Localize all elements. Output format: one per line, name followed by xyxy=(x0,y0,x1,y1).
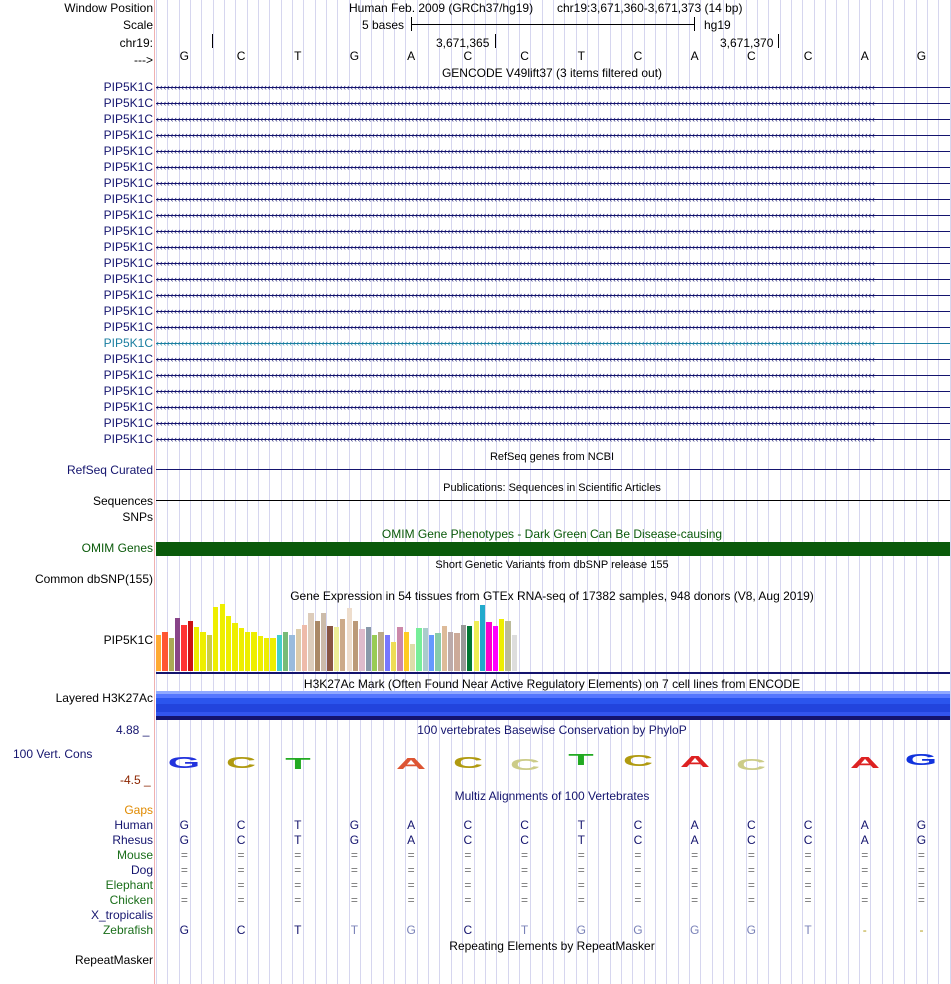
omim-gene-bar[interactable] xyxy=(156,542,950,556)
conservation-logo-glyph: C xyxy=(452,755,483,772)
gtex-tissue-bar[interactable] xyxy=(289,635,294,671)
gtex-tissue-bar[interactable] xyxy=(448,632,453,671)
gencode-transcript-label[interactable]: PIP5K1C xyxy=(103,96,153,110)
multiz-base: G xyxy=(179,923,190,937)
multiz-base: = xyxy=(237,893,245,907)
multiz-base: = xyxy=(861,893,869,907)
multiz-base: C xyxy=(520,833,529,847)
strand-arrows: ‹‹‹‹‹‹‹‹‹‹‹‹‹‹‹‹‹‹‹‹‹‹‹‹‹‹‹‹‹‹‹‹‹‹‹‹‹‹‹‹‹‹‹‹‹‹‹‹‹‹‹‹‹‹‹‹‹‹‹‹‹‹‹‹‹‹‹‹‹‹‹‹‹‹‹‹‹‹‹‹‹‹‹‹‹‹‹‹‹‹‹‹‹‹‹‹‹‹‹‹‹‹‹‹‹‹‹‹‹‹‹‹‹‹‹‹‹‹‹‹‹‹‹‹‹‹‹‹‹‹‹‹‹‹‹‹‹‹‹‹‹‹‹‹‹‹‹‹‹‹‹‹‹‹‹‹‹‹‹‹‹‹‹‹‹‹‹‹‹‹‹‹‹‹‹‹‹‹‹‹‹‹‹‹‹‹‹‹‹‹‹‹‹‹‹‹‹‹‹‹ xyxy=(156,418,876,428)
strand-arrows: ‹‹‹‹‹‹‹‹‹‹‹‹‹‹‹‹‹‹‹‹‹‹‹‹‹‹‹‹‹‹‹‹‹‹‹‹‹‹‹‹‹‹‹‹‹‹‹‹‹‹‹‹‹‹‹‹‹‹‹‹‹‹‹‹‹‹‹‹‹‹‹‹‹‹‹‹‹‹‹‹‹‹‹‹‹‹‹‹‹‹‹‹‹‹‹‹‹‹‹‹‹‹‹‹‹‹‹‹‹‹‹‹‹‹‹‹‹‹‹‹‹‹‹‹‹‹‹‹‹‹‹‹‹‹‹‹‹‹‹‹‹‹‹‹‹‹‹‹‹‹‹‹‹‹‹‹‹‹‹‹‹‹‹‹‹‹‹‹‹‹‹‹‹‹‹‹‹‹‹‹‹‹‹‹‹‹‹‹‹‹‹‹‹‹‹‹‹‹‹‹ xyxy=(156,402,876,412)
gtex-tissue-bar[interactable] xyxy=(454,633,459,671)
gtex-tissue-bar[interactable] xyxy=(194,627,199,671)
multiz-base: T xyxy=(577,833,585,847)
gtex-tissue-bar[interactable] xyxy=(499,619,504,671)
db-label: hg19 xyxy=(704,18,731,32)
gtex-tissue-bar[interactable] xyxy=(169,638,174,671)
publications-line[interactable] xyxy=(156,500,950,501)
strand-arrows: ‹‹‹‹‹‹‹‹‹‹‹‹‹‹‹‹‹‹‹‹‹‹‹‹‹‹‹‹‹‹‹‹‹‹‹‹‹‹‹‹‹‹‹‹‹‹‹‹‹‹‹‹‹‹‹‹‹‹‹‹‹‹‹‹‹‹‹‹‹‹‹‹‹‹‹‹‹‹‹‹‹‹‹‹‹‹‹‹‹‹‹‹‹‹‹‹‹‹‹‹‹‹‹‹‹‹‹‹‹‹‹‹‹‹‹‹‹‹‹‹‹‹‹‹‹‹‹‹‹‹‹‹‹‹‹‹‹‹‹‹‹‹‹‹‹‹‹‹‹‹‹‹‹‹‹‹‹‹‹‹‹‹‹‹‹‹‹‹‹‹‹‹‹‹‹‹‹‹‹‹‹‹‹‹‹‹‹‹‹‹‹‹‹‹‹‹‹‹‹‹ xyxy=(156,114,876,124)
multiz-base: C xyxy=(803,818,813,832)
gtex-tissue-bar[interactable] xyxy=(467,626,472,671)
multiz-base: G xyxy=(349,833,360,847)
multiz-base: = xyxy=(861,863,869,877)
gencode-transcript-label[interactable]: PIP5K1C xyxy=(103,304,153,318)
gencode-transcript-label[interactable]: PIP5K1C xyxy=(103,160,153,174)
multiz-base: = xyxy=(691,848,699,862)
gencode-transcript-label[interactable]: PIP5K1C xyxy=(103,224,153,238)
gtex-tissue-bar[interactable] xyxy=(404,632,409,671)
base-letter: T xyxy=(577,49,585,63)
gtex-tissue-bar[interactable] xyxy=(493,626,498,671)
gtex-tissue-bar[interactable] xyxy=(213,607,218,671)
gtex-tissue-bar[interactable] xyxy=(181,625,186,671)
multiz-base: = xyxy=(521,848,529,862)
base-letter: G xyxy=(349,49,360,63)
multiz-base: = xyxy=(577,878,585,892)
multiz-base: G xyxy=(916,833,927,847)
repeatmasker-title: Repeating Elements by RepeatMasker xyxy=(449,939,655,953)
multiz-base: A xyxy=(860,818,869,832)
multiz-base: = xyxy=(237,848,245,862)
strand-arrows: ‹‹‹‹‹‹‹‹‹‹‹‹‹‹‹‹‹‹‹‹‹‹‹‹‹‹‹‹‹‹‹‹‹‹‹‹‹‹‹‹‹‹‹‹‹‹‹‹‹‹‹‹‹‹‹‹‹‹‹‹‹‹‹‹‹‹‹‹‹‹‹‹‹‹‹‹‹‹‹‹‹‹‹‹‹‹‹‹‹‹‹‹‹‹‹‹‹‹‹‹‹‹‹‹‹‹‹‹‹‹‹‹‹‹‹‹‹‹‹‹‹‹‹‹‹‹‹‹‹‹‹‹‹‹‹‹‹‹‹‹‹‹‹‹‹‹‹‹‹‹‹‹‹‹‹‹‹‹‹‹‹‹‹‹‹‹‹‹‹‹‹‹‹‹‹‹‹‹‹‹‹‹‹‹‹‹‹‹‹‹‹‹‹‹‹‹‹‹‹‹ xyxy=(156,386,876,396)
gencode-transcript-label[interactable]: PIP5K1C xyxy=(103,416,153,430)
gtex-tissue-bar[interactable] xyxy=(270,638,275,671)
gencode-transcript-label[interactable]: PIP5K1C xyxy=(103,144,153,158)
gtex-tissue-bar[interactable] xyxy=(156,635,161,671)
gtex-tissue-bar[interactable] xyxy=(277,635,282,671)
h3k27ac-title: H3K27Ac Mark (Often Found Near Active Regulatory Elements) on 7 cell lines from ENCODE xyxy=(303,677,801,691)
base-letter: C xyxy=(520,49,529,63)
multiz-base: = xyxy=(804,863,812,877)
gtex-tissue-bar[interactable] xyxy=(321,613,326,671)
h3k27ac-layer xyxy=(156,716,950,720)
gtex-tissue-bar[interactable] xyxy=(175,618,180,671)
strand-arrows: ‹‹‹‹‹‹‹‹‹‹‹‹‹‹‹‹‹‹‹‹‹‹‹‹‹‹‹‹‹‹‹‹‹‹‹‹‹‹‹‹‹‹‹‹‹‹‹‹‹‹‹‹‹‹‹‹‹‹‹‹‹‹‹‹‹‹‹‹‹‹‹‹‹‹‹‹‹‹‹‹‹‹‹‹‹‹‹‹‹‹‹‹‹‹‹‹‹‹‹‹‹‹‹‹‹‹‹‹‹‹‹‹‹‹‹‹‹‹‹‹‹‹‹‹‹‹‹‹‹‹‹‹‹‹‹‹‹‹‹‹‹‹‹‹‹‹‹‹‹‹‹‹‹‹‹‹‹‹‹‹‹‹‹‹‹‹‹‹‹‹‹‹‹‹‹‹‹‹‹‹‹‹‹‹‹‹‹‹‹‹‹‹‹‹‹‹‹‹‹‹ xyxy=(156,338,876,348)
gencode-transcript-label[interactable]: PIP5K1C xyxy=(103,368,153,382)
gtex-tissue-bar[interactable] xyxy=(207,635,212,671)
conservation-logo-glyph: C xyxy=(509,757,540,774)
strand-arrows: ‹‹‹‹‹‹‹‹‹‹‹‹‹‹‹‹‹‹‹‹‹‹‹‹‹‹‹‹‹‹‹‹‹‹‹‹‹‹‹‹‹‹‹‹‹‹‹‹‹‹‹‹‹‹‹‹‹‹‹‹‹‹‹‹‹‹‹‹‹‹‹‹‹‹‹‹‹‹‹‹‹‹‹‹‹‹‹‹‹‹‹‹‹‹‹‹‹‹‹‹‹‹‹‹‹‹‹‹‹‹‹‹‹‹‹‹‹‹‹‹‹‹‹‹‹‹‹‹‹‹‹‹‹‹‹‹‹‹‹‹‹‹‹‹‹‹‹‹‹‹‹‹‹‹‹‹‹‹‹‹‹‹‹‹‹‹‹‹‹‹‹‹‹‹‹‹‹‹‹‹‹‹‹‹‹‹‹‹‹‹‹‹‹‹‹‹‹‹‹‹ xyxy=(156,146,876,156)
gencode-transcript-label[interactable]: PIP5K1C xyxy=(103,192,153,206)
gtex-bar-chart[interactable] xyxy=(156,603,536,671)
multiz-base: = xyxy=(861,848,869,862)
gtex-tissue-bar[interactable] xyxy=(340,619,345,671)
gaps-label[interactable]: Gaps xyxy=(124,803,153,817)
strand-arrows: ‹‹‹‹‹‹‹‹‹‹‹‹‹‹‹‹‹‹‹‹‹‹‹‹‹‹‹‹‹‹‹‹‹‹‹‹‹‹‹‹‹‹‹‹‹‹‹‹‹‹‹‹‹‹‹‹‹‹‹‹‹‹‹‹‹‹‹‹‹‹‹‹‹‹‹‹‹‹‹‹‹‹‹‹‹‹‹‹‹‹‹‹‹‹‹‹‹‹‹‹‹‹‹‹‹‹‹‹‹‹‹‹‹‹‹‹‹‹‹‹‹‹‹‹‹‹‹‹‹‹‹‹‹‹‹‹‹‹‹‹‹‹‹‹‹‹‹‹‹‹‹‹‹‹‹‹‹‹‹‹‹‹‹‹‹‹‹‹‹‹‹‹‹‹‹‹‹‹‹‹‹‹‹‹‹‹‹‹‹‹‹‹‹‹‹‹‹‹‹‹ xyxy=(156,370,876,380)
conservation-logo-glyph: T xyxy=(568,752,594,769)
repeatmasker-label[interactable]: RepeatMasker xyxy=(74,953,153,967)
gtex-tissue-bar[interactable] xyxy=(347,608,352,671)
multiz-base: G xyxy=(916,818,927,832)
gtex-tissue-bar[interactable] xyxy=(308,613,313,671)
multiz-base: G xyxy=(406,923,416,937)
h3k27ac-layer xyxy=(156,704,950,712)
gtex-tissue-bar[interactable] xyxy=(315,621,320,671)
ruler-tick-label-2: 3,671,370 xyxy=(720,36,774,50)
strand-arrows: ‹‹‹‹‹‹‹‹‹‹‹‹‹‹‹‹‹‹‹‹‹‹‹‹‹‹‹‹‹‹‹‹‹‹‹‹‹‹‹‹‹‹‹‹‹‹‹‹‹‹‹‹‹‹‹‹‹‹‹‹‹‹‹‹‹‹‹‹‹‹‹‹‹‹‹‹‹‹‹‹‹‹‹‹‹‹‹‹‹‹‹‹‹‹‹‹‹‹‹‹‹‹‹‹‹‹‹‹‹‹‹‹‹‹‹‹‹‹‹‹‹‹‹‹‹‹‹‹‹‹‹‹‹‹‹‹‹‹‹‹‹‹‹‹‹‹‹‹‹‹‹‹‹‹‹‹‹‹‹‹‹‹‹‹‹‹‹‹‹‹‹‹‹‹‹‹‹‹‹‹‹‹‹‹‹‹‹‹‹‹‹‹‹‹‹‹‹‹‹‹ xyxy=(156,306,876,316)
assembly-title: Human Feb. 2009 (GRCh37/hg19) xyxy=(349,1,534,15)
gtex-baseline xyxy=(156,672,950,674)
strand-arrows: ‹‹‹‹‹‹‹‹‹‹‹‹‹‹‹‹‹‹‹‹‹‹‹‹‹‹‹‹‹‹‹‹‹‹‹‹‹‹‹‹‹‹‹‹‹‹‹‹‹‹‹‹‹‹‹‹‹‹‹‹‹‹‹‹‹‹‹‹‹‹‹‹‹‹‹‹‹‹‹‹‹‹‹‹‹‹‹‹‹‹‹‹‹‹‹‹‹‹‹‹‹‹‹‹‹‹‹‹‹‹‹‹‹‹‹‹‹‹‹‹‹‹‹‹‹‹‹‹‹‹‹‹‹‹‹‹‹‹‹‹‹‹‹‹‹‹‹‹‹‹‹‹‹‹‹‹‹‹‹‹‹‹‹‹‹‹‹‹‹‹‹‹‹‹‹‹‹‹‹‹‹‹‹‹‹‹‹‹‹‹‹‹‹‹‹‹‹‹‹‹ xyxy=(156,322,876,332)
multiz-base: - xyxy=(919,923,924,937)
gtex-tissue-bar[interactable] xyxy=(162,632,167,671)
multiz-base: = xyxy=(294,893,302,907)
gencode-transcript-label[interactable]: PIP5K1C xyxy=(103,208,153,222)
multiz-base: A xyxy=(407,833,416,847)
publications-title: Publications: Sequences in Scientific Articles xyxy=(443,482,661,494)
gtex-tissue-bar[interactable] xyxy=(188,621,193,671)
gtex-tissue-bar[interactable] xyxy=(410,644,415,671)
gencode-transcript-label[interactable]: PIP5K1C xyxy=(103,288,153,302)
gtex-tissue-bar[interactable] xyxy=(505,621,510,671)
multiz-base: C xyxy=(633,833,643,847)
conservation-logo-glyph: C xyxy=(736,757,767,774)
multiz-base: G xyxy=(179,818,190,832)
gtex-tissue-bar[interactable] xyxy=(378,632,383,671)
strand-arrows: ‹‹‹‹‹‹‹‹‹‹‹‹‹‹‹‹‹‹‹‹‹‹‹‹‹‹‹‹‹‹‹‹‹‹‹‹‹‹‹‹‹‹‹‹‹‹‹‹‹‹‹‹‹‹‹‹‹‹‹‹‹‹‹‹‹‹‹‹‹‹‹‹‹‹‹‹‹‹‹‹‹‹‹‹‹‹‹‹‹‹‹‹‹‹‹‹‹‹‹‹‹‹‹‹‹‹‹‹‹‹‹‹‹‹‹‹‹‹‹‹‹‹‹‹‹‹‹‹‹‹‹‹‹‹‹‹‹‹‹‹‹‹‹‹‹‹‹‹‹‹‹‹‹‹‹‹‹‹‹‹‹‹‹‹‹‹‹‹‹‹‹‹‹‹‹‹‹‹‹‹‹‹‹‹‹‹‹‹‹‹‹‹‹‹‹‹‹‹‹‹ xyxy=(156,226,876,236)
multiz-base: = xyxy=(917,848,925,862)
multiz-base: = xyxy=(464,893,472,907)
multiz-base: C xyxy=(463,923,473,937)
multiz-base: T xyxy=(294,923,302,937)
multiz-base: = xyxy=(350,848,358,862)
base-letter: C xyxy=(747,49,756,63)
chrom-label: chr19: xyxy=(119,36,153,50)
multiz-base: C xyxy=(747,818,756,832)
multiz-base: = xyxy=(691,878,699,892)
multiz-base: = xyxy=(464,848,472,862)
gtex-tissue-bar[interactable] xyxy=(239,628,244,671)
multiz-base: = xyxy=(521,863,529,877)
multiz-base: = xyxy=(634,848,642,862)
strand-arrows: ‹‹‹‹‹‹‹‹‹‹‹‹‹‹‹‹‹‹‹‹‹‹‹‹‹‹‹‹‹‹‹‹‹‹‹‹‹‹‹‹‹‹‹‹‹‹‹‹‹‹‹‹‹‹‹‹‹‹‹‹‹‹‹‹‹‹‹‹‹‹‹‹‹‹‹‹‹‹‹‹‹‹‹‹‹‹‹‹‹‹‹‹‹‹‹‹‹‹‹‹‹‹‹‹‹‹‹‹‹‹‹‹‹‹‹‹‹‹‹‹‹‹‹‹‹‹‹‹‹‹‹‹‹‹‹‹‹‹‹‹‹‹‹‹‹‹‹‹‹‹‹‹‹‹‹‹‹‹‹‹‹‹‹‹‹‹‹‹‹‹‹‹‹‹‹‹‹‹‹‹‹‹‹‹‹‹‹‹‹‹‹‹‹‹‹‹‹‹‹‹ xyxy=(156,210,876,220)
multiz-base: = xyxy=(407,848,415,862)
conservation-title: 100 vertebrates Basewise Conservation by PhyloP xyxy=(417,723,687,737)
multiz-base: T xyxy=(804,923,812,937)
cons-ymin: -4.5 _ xyxy=(120,773,151,787)
gtex-tissue-bar[interactable] xyxy=(442,626,447,671)
multiz-base: T xyxy=(294,833,302,847)
conservation-logo-glyph: T xyxy=(285,756,311,773)
strand-label: ---> xyxy=(134,53,153,67)
gencode-transcript-label[interactable]: PIP5K1C xyxy=(103,256,153,270)
conservation-logo-glyph: C xyxy=(622,753,653,770)
multiz-base: T xyxy=(520,923,529,937)
multiz-base: = xyxy=(180,878,188,892)
multiz-base: C xyxy=(803,833,813,847)
scale-bar-right xyxy=(694,17,695,31)
multiz-base: G xyxy=(576,923,586,937)
gencode-transcript-label[interactable]: PIP5K1C xyxy=(103,432,153,446)
gtex-tissue-bar[interactable] xyxy=(327,626,332,671)
multiz-base: = xyxy=(917,863,925,877)
multiz-base: C xyxy=(520,818,529,832)
multiz-base: = xyxy=(747,848,755,862)
multiz-base: = xyxy=(521,878,529,892)
strand-arrows: ‹‹‹‹‹‹‹‹‹‹‹‹‹‹‹‹‹‹‹‹‹‹‹‹‹‹‹‹‹‹‹‹‹‹‹‹‹‹‹‹‹‹‹‹‹‹‹‹‹‹‹‹‹‹‹‹‹‹‹‹‹‹‹‹‹‹‹‹‹‹‹‹‹‹‹‹‹‹‹‹‹‹‹‹‹‹‹‹‹‹‹‹‹‹‹‹‹‹‹‹‹‹‹‹‹‹‹‹‹‹‹‹‹‹‹‹‹‹‹‹‹‹‹‹‹‹‹‹‹‹‹‹‹‹‹‹‹‹‹‹‹‹‹‹‹‹‹‹‹‹‹‹‹‹‹‹‹‹‹‹‹‹‹‹‹‹‹‹‹‹‹‹‹‹‹‹‹‹‹‹‹‹‹‹‹‹‹‹‹‹‹‹‹‹‹‹‹‹‹‹ xyxy=(156,354,876,364)
multiz-base: = xyxy=(237,878,245,892)
multiz-base: = xyxy=(350,878,358,892)
gtex-title: Gene Expression in 54 tissues from GTEx RNA-seq of 17382 samples, 948 donors (V8, Aug 2019) xyxy=(290,589,814,603)
multiz-base: = xyxy=(634,893,642,907)
ruler-tick xyxy=(778,34,779,48)
cons-ymax: 4.88 _ xyxy=(116,723,150,737)
multiz-title: Multiz Alignments of 100 Vertebrates xyxy=(454,789,650,803)
multiz-base: = xyxy=(407,863,415,877)
multiz-base: T xyxy=(350,923,359,937)
dbsnp-label[interactable]: Common dbSNP(155) xyxy=(34,572,153,586)
gencode-transcript-label[interactable]: PIP5K1C xyxy=(103,320,153,334)
gtex-tissue-bar[interactable] xyxy=(366,627,371,671)
gtex-tissue-bar[interactable] xyxy=(245,632,250,671)
base-letter: C xyxy=(463,49,473,63)
gtex-tissue-bar[interactable] xyxy=(359,629,364,671)
multiz-base: G xyxy=(746,923,757,937)
multiz-base: = xyxy=(804,893,812,907)
strand-arrows: ‹‹‹‹‹‹‹‹‹‹‹‹‹‹‹‹‹‹‹‹‹‹‹‹‹‹‹‹‹‹‹‹‹‹‹‹‹‹‹‹‹‹‹‹‹‹‹‹‹‹‹‹‹‹‹‹‹‹‹‹‹‹‹‹‹‹‹‹‹‹‹‹‹‹‹‹‹‹‹‹‹‹‹‹‹‹‹‹‹‹‹‹‹‹‹‹‹‹‹‹‹‹‹‹‹‹‹‹‹‹‹‹‹‹‹‹‹‹‹‹‹‹‹‹‹‹‹‹‹‹‹‹‹‹‹‹‹‹‹‹‹‹‹‹‹‹‹‹‹‹‹‹‹‹‹‹‹‹‹‹‹‹‹‹‹‹‹‹‹‹‹‹‹‹‹‹‹‹‹‹‹‹‹‹‹‹‹‹‹‹‹‹‹‹‹‹‹‹‹‹ xyxy=(156,162,876,172)
gtex-tissue-bar[interactable] xyxy=(220,604,225,671)
multiz-base: = xyxy=(180,863,188,877)
strand-arrows: ‹‹‹‹‹‹‹‹‹‹‹‹‹‹‹‹‹‹‹‹‹‹‹‹‹‹‹‹‹‹‹‹‹‹‹‹‹‹‹‹‹‹‹‹‹‹‹‹‹‹‹‹‹‹‹‹‹‹‹‹‹‹‹‹‹‹‹‹‹‹‹‹‹‹‹‹‹‹‹‹‹‹‹‹‹‹‹‹‹‹‹‹‹‹‹‹‹‹‹‹‹‹‹‹‹‹‹‹‹‹‹‹‹‹‹‹‹‹‹‹‹‹‹‹‹‹‹‹‹‹‹‹‹‹‹‹‹‹‹‹‹‹‹‹‹‹‹‹‹‹‹‹‹‹‹‹‹‹‹‹‹‹‹‹‹‹‹‹‹‹‹‹‹‹‹‹‹‹‹‹‹‹‹‹‹‹‹‹‹‹‹‹‹‹‹‹‹‹‹‹ xyxy=(156,194,876,204)
gencode-transcript-label[interactable]: PIP5K1C xyxy=(103,272,153,286)
multiz-species-label[interactable]: Dog xyxy=(130,863,153,877)
multiz-species-label[interactable]: Human xyxy=(114,818,153,832)
gencode-transcript-label[interactable]: PIP5K1C xyxy=(103,352,153,366)
gtex-tissue-bar[interactable] xyxy=(264,638,269,671)
omim-title: OMIM Gene Phenotypes - Dark Green Can Be Disease-causing xyxy=(381,527,723,541)
gtex-tissue-bar[interactable] xyxy=(429,635,434,671)
multiz-base: = xyxy=(577,863,585,877)
position-readout: chr19:3,671,360-3,671,373 (14 bp) xyxy=(557,1,743,15)
multiz-base: = xyxy=(180,893,188,907)
multiz-base: = xyxy=(180,848,188,862)
multiz-base: C xyxy=(463,833,473,847)
strand-arrows: ‹‹‹‹‹‹‹‹‹‹‹‹‹‹‹‹‹‹‹‹‹‹‹‹‹‹‹‹‹‹‹‹‹‹‹‹‹‹‹‹‹‹‹‹‹‹‹‹‹‹‹‹‹‹‹‹‹‹‹‹‹‹‹‹‹‹‹‹‹‹‹‹‹‹‹‹‹‹‹‹‹‹‹‹‹‹‹‹‹‹‹‹‹‹‹‹‹‹‹‹‹‹‹‹‹‹‹‹‹‹‹‹‹‹‹‹‹‹‹‹‹‹‹‹‹‹‹‹‹‹‹‹‹‹‹‹‹‹‹‹‹‹‹‹‹‹‹‹‹‹‹‹‹‹‹‹‹‹‹‹‹‹‹‹‹‹‹‹‹‹‹‹‹‹‹‹‹‹‹‹‹‹‹‹‹‹‹‹‹‹‹‹‹‹‹‹‹‹‹‹ xyxy=(156,434,876,444)
gtex-tissue-bar[interactable] xyxy=(512,635,517,671)
gencode-transcript-label[interactable]: PIP5K1C xyxy=(103,336,153,350)
gtex-tissue-bar[interactable] xyxy=(486,622,491,671)
strand-arrows: ‹‹‹‹‹‹‹‹‹‹‹‹‹‹‹‹‹‹‹‹‹‹‹‹‹‹‹‹‹‹‹‹‹‹‹‹‹‹‹‹‹‹‹‹‹‹‹‹‹‹‹‹‹‹‹‹‹‹‹‹‹‹‹‹‹‹‹‹‹‹‹‹‹‹‹‹‹‹‹‹‹‹‹‹‹‹‹‹‹‹‹‹‹‹‹‹‹‹‹‹‹‹‹‹‹‹‹‹‹‹‹‹‹‹‹‹‹‹‹‹‹‹‹‹‹‹‹‹‹‹‹‹‹‹‹‹‹‹‹‹‹‹‹‹‹‹‹‹‹‹‹‹‹‹‹‹‹‹‹‹‹‹‹‹‹‹‹‹‹‹‹‹‹‹‹‹‹‹‹‹‹‹‹‹‹‹‹‹‹‹‹‹‹‹‹‹‹‹‹‹ xyxy=(156,242,876,252)
multiz-base: A xyxy=(690,833,699,847)
conservation-logo-glyph: G xyxy=(168,755,201,772)
gtex-tissue-bar[interactable] xyxy=(480,605,485,671)
gtex-tissue-bar[interactable] xyxy=(391,642,396,671)
gtex-tissue-bar[interactable] xyxy=(226,616,231,671)
conservation-label[interactable]: 100 Vert. Cons xyxy=(13,747,93,761)
gtex-tissue-bar[interactable] xyxy=(461,625,466,671)
base-letter: G xyxy=(916,49,927,63)
multiz-base: = xyxy=(804,848,812,862)
multiz-base: = xyxy=(747,863,755,877)
gtex-tissue-bar[interactable] xyxy=(474,621,479,671)
multiz-species-label[interactable]: Chicken xyxy=(109,893,153,907)
multiz-base: = xyxy=(350,863,358,877)
base-letter: T xyxy=(294,49,302,63)
multiz-base: G xyxy=(689,923,700,937)
gtex-tissue-bar[interactable] xyxy=(232,623,237,671)
multiz-species-label[interactable]: Mouse xyxy=(116,848,153,862)
multiz-base: C xyxy=(236,833,246,847)
multiz-base: = xyxy=(294,848,302,862)
base-letter: C xyxy=(633,49,643,63)
multiz-base: G xyxy=(633,923,643,937)
gtex-tissue-bar[interactable] xyxy=(200,632,205,671)
strand-arrows: ‹‹‹‹‹‹‹‹‹‹‹‹‹‹‹‹‹‹‹‹‹‹‹‹‹‹‹‹‹‹‹‹‹‹‹‹‹‹‹‹‹‹‹‹‹‹‹‹‹‹‹‹‹‹‹‹‹‹‹‹‹‹‹‹‹‹‹‹‹‹‹‹‹‹‹‹‹‹‹‹‹‹‹‹‹‹‹‹‹‹‹‹‹‹‹‹‹‹‹‹‹‹‹‹‹‹‹‹‹‹‹‹‹‹‹‹‹‹‹‹‹‹‹‹‹‹‹‹‹‹‹‹‹‹‹‹‹‹‹‹‹‹‹‹‹‹‹‹‹‹‹‹‹‹‹‹‹‹‹‹‹‹‹‹‹‹‹‹‹‹‹‹‹‹‹‹‹‹‹‹‹‹‹‹‹‹‹‹‹‹‹‹‹‹‹‹‹‹‹‹ xyxy=(156,290,876,300)
gencode-transcript-label[interactable]: PIP5K1C xyxy=(103,128,153,142)
gtex-tissue-bar[interactable] xyxy=(416,628,421,671)
multiz-species-label[interactable]: Rhesus xyxy=(112,833,153,847)
gtex-tissue-bar[interactable] xyxy=(385,635,390,671)
multiz-species-label[interactable]: Zebrafish xyxy=(102,923,153,937)
conservation-logo-glyph: A xyxy=(396,756,427,773)
refseq-label[interactable]: RefSeq Curated xyxy=(66,463,153,477)
gtex-tissue-bar[interactable] xyxy=(296,629,301,671)
multiz-base: = xyxy=(747,893,755,907)
multiz-base: = xyxy=(747,878,755,892)
multiz-base: = xyxy=(237,863,245,877)
multiz-base: = xyxy=(407,878,415,892)
strand-arrows: ‹‹‹‹‹‹‹‹‹‹‹‹‹‹‹‹‹‹‹‹‹‹‹‹‹‹‹‹‹‹‹‹‹‹‹‹‹‹‹‹‹‹‹‹‹‹‹‹‹‹‹‹‹‹‹‹‹‹‹‹‹‹‹‹‹‹‹‹‹‹‹‹‹‹‹‹‹‹‹‹‹‹‹‹‹‹‹‹‹‹‹‹‹‹‹‹‹‹‹‹‹‹‹‹‹‹‹‹‹‹‹‹‹‹‹‹‹‹‹‹‹‹‹‹‹‹‹‹‹‹‹‹‹‹‹‹‹‹‹‹‹‹‹‹‹‹‹‹‹‹‹‹‹‹‹‹‹‹‹‹‹‹‹‹‹‹‹‹‹‹‹‹‹‹‹‹‹‹‹‹‹‹‹‹‹‹‹‹‹‹‹‹‹‹‹‹‹‹‹‹ xyxy=(156,98,876,108)
multiz-base: = xyxy=(917,878,925,892)
multiz-base: - xyxy=(862,923,867,937)
multiz-base: T xyxy=(294,818,302,832)
multiz-base: = xyxy=(407,893,415,907)
conservation-logo-glyph: C xyxy=(226,755,257,772)
gencode-transcript-label[interactable]: PIP5K1C xyxy=(103,112,153,126)
gtex-tissue-bar[interactable] xyxy=(372,635,377,671)
multiz-base: = xyxy=(464,878,472,892)
strand-arrows: ‹‹‹‹‹‹‹‹‹‹‹‹‹‹‹‹‹‹‹‹‹‹‹‹‹‹‹‹‹‹‹‹‹‹‹‹‹‹‹‹‹‹‹‹‹‹‹‹‹‹‹‹‹‹‹‹‹‹‹‹‹‹‹‹‹‹‹‹‹‹‹‹‹‹‹‹‹‹‹‹‹‹‹‹‹‹‹‹‹‹‹‹‹‹‹‹‹‹‹‹‹‹‹‹‹‹‹‹‹‹‹‹‹‹‹‹‹‹‹‹‹‹‹‹‹‹‹‹‹‹‹‹‹‹‹‹‹‹‹‹‹‹‹‹‹‹‹‹‹‹‹‹‹‹‹‹‹‹‹‹‹‹‹‹‹‹‹‹‹‹‹‹‹‹‹‹‹‹‹‹‹‹‹‹‹‹‹‹‹‹‹‹‹‹‹‹‹‹‹‹ xyxy=(156,274,876,284)
gtex-tissue-bar[interactable] xyxy=(334,627,339,671)
multiz-base: = xyxy=(634,863,642,877)
base-letter: A xyxy=(690,49,699,63)
gencode-transcript-label[interactable]: PIP5K1C xyxy=(103,384,153,398)
ruler-tick xyxy=(495,34,496,48)
multiz-base: = xyxy=(691,863,699,877)
gtex-tissue-bar[interactable] xyxy=(302,625,307,671)
multiz-base: C xyxy=(633,818,643,832)
multiz-base: = xyxy=(294,878,302,892)
gtex-tissue-bar[interactable] xyxy=(435,633,440,671)
multiz-base: = xyxy=(804,878,812,892)
gtex-tissue-bar[interactable] xyxy=(353,621,358,671)
multiz-base: = xyxy=(917,893,925,907)
conservation-logo-glyph: A xyxy=(849,755,880,772)
gencode-transcript-label[interactable]: PIP5K1C xyxy=(103,80,153,94)
multiz-base: C xyxy=(236,818,246,832)
multiz-base: = xyxy=(861,878,869,892)
dbsnp-title: Short Genetic Variants from dbSNP release 155 xyxy=(435,559,669,571)
strand-arrows: ‹‹‹‹‹‹‹‹‹‹‹‹‹‹‹‹‹‹‹‹‹‹‹‹‹‹‹‹‹‹‹‹‹‹‹‹‹‹‹‹‹‹‹‹‹‹‹‹‹‹‹‹‹‹‹‹‹‹‹‹‹‹‹‹‹‹‹‹‹‹‹‹‹‹‹‹‹‹‹‹‹‹‹‹‹‹‹‹‹‹‹‹‹‹‹‹‹‹‹‹‹‹‹‹‹‹‹‹‹‹‹‹‹‹‹‹‹‹‹‹‹‹‹‹‹‹‹‹‹‹‹‹‹‹‹‹‹‹‹‹‹‹‹‹‹‹‹‹‹‹‹‹‹‹‹‹‹‹‹‹‹‹‹‹‹‹‹‹‹‹‹‹‹‹‹‹‹‹‹‹‹‹‹‹‹‹‹‹‹‹‹‹‹‹‹‹‹‹‹‹ xyxy=(156,82,876,92)
gencode-transcript-label[interactable]: PIP5K1C xyxy=(103,400,153,414)
omim-label[interactable]: OMIM Genes xyxy=(81,541,153,555)
gtex-tissue-bar[interactable] xyxy=(258,636,263,671)
gtex-tissue-bar[interactable] xyxy=(251,632,256,671)
multiz-base: A xyxy=(407,818,416,832)
base-letter: A xyxy=(860,49,869,63)
multiz-base: C xyxy=(747,833,756,847)
multiz-base: = xyxy=(691,893,699,907)
ruler-tick-label-1: 3,671,365 xyxy=(436,36,490,50)
multiz-base: C xyxy=(463,818,473,832)
multiz-base: A xyxy=(860,833,869,847)
multiz-base: = xyxy=(577,893,585,907)
gtex-tissue-bar[interactable] xyxy=(423,628,428,671)
label-divider xyxy=(154,0,155,984)
multiz-base: = xyxy=(521,893,529,907)
multiz-species-label[interactable]: Elephant xyxy=(105,878,153,892)
multiz-base: G xyxy=(179,833,190,847)
multiz-base: T xyxy=(577,818,585,832)
ruler-tick xyxy=(212,34,213,48)
multiz-species-label[interactable]: X_tropicalis xyxy=(90,908,153,922)
refseq-title: RefSeq genes from NCBI xyxy=(489,451,615,463)
multiz-base: C xyxy=(236,923,246,937)
conservation-logo-glyph: A xyxy=(679,754,710,771)
base-letter: G xyxy=(179,49,190,63)
base-letter: A xyxy=(407,49,416,63)
scale-bar xyxy=(411,24,694,25)
gencode-transcript-label[interactable]: PIP5K1C xyxy=(103,240,153,254)
refseq-gene-line[interactable] xyxy=(156,469,950,470)
scale-text: 5 bases xyxy=(362,18,405,32)
strand-arrows: ‹‹‹‹‹‹‹‹‹‹‹‹‹‹‹‹‹‹‹‹‹‹‹‹‹‹‹‹‹‹‹‹‹‹‹‹‹‹‹‹‹‹‹‹‹‹‹‹‹‹‹‹‹‹‹‹‹‹‹‹‹‹‹‹‹‹‹‹‹‹‹‹‹‹‹‹‹‹‹‹‹‹‹‹‹‹‹‹‹‹‹‹‹‹‹‹‹‹‹‹‹‹‹‹‹‹‹‹‹‹‹‹‹‹‹‹‹‹‹‹‹‹‹‹‹‹‹‹‹‹‹‹‹‹‹‹‹‹‹‹‹‹‹‹‹‹‹‹‹‹‹‹‹‹‹‹‹‹‹‹‹‹‹‹‹‹‹‹‹‹‹‹‹‹‹‹‹‹‹‹‹‹‹‹‹‹‹‹‹‹‹‹‹‹‹‹‹‹‹‹ xyxy=(156,178,876,188)
multiz-base: = xyxy=(350,893,358,907)
publications-label[interactable]: Sequences xyxy=(92,494,153,508)
window-position-label: Window Position xyxy=(64,1,153,15)
gencode-title: GENCODE V49lift37 (3 items filtered out) xyxy=(441,66,663,80)
gtex-tissue-bar[interactable] xyxy=(283,632,288,671)
gtex-tissue-bar[interactable] xyxy=(397,627,402,671)
gtex-label[interactable]: PIP5K1C xyxy=(103,633,153,647)
multiz-base: = xyxy=(634,878,642,892)
strand-arrows: ‹‹‹‹‹‹‹‹‹‹‹‹‹‹‹‹‹‹‹‹‹‹‹‹‹‹‹‹‹‹‹‹‹‹‹‹‹‹‹‹‹‹‹‹‹‹‹‹‹‹‹‹‹‹‹‹‹‹‹‹‹‹‹‹‹‹‹‹‹‹‹‹‹‹‹‹‹‹‹‹‹‹‹‹‹‹‹‹‹‹‹‹‹‹‹‹‹‹‹‹‹‹‹‹‹‹‹‹‹‹‹‹‹‹‹‹‹‹‹‹‹‹‹‹‹‹‹‹‹‹‹‹‹‹‹‹‹‹‹‹‹‹‹‹‹‹‹‹‹‹‹‹‹‹‹‹‹‹‹‹‹‹‹‹‹‹‹‹‹‹‹‹‹‹‹‹‹‹‹‹‹‹‹‹‹‹‹‹‹‹‹‹‹‹‹‹‹‹‹‹ xyxy=(156,258,876,268)
strand-arrows: ‹‹‹‹‹‹‹‹‹‹‹‹‹‹‹‹‹‹‹‹‹‹‹‹‹‹‹‹‹‹‹‹‹‹‹‹‹‹‹‹‹‹‹‹‹‹‹‹‹‹‹‹‹‹‹‹‹‹‹‹‹‹‹‹‹‹‹‹‹‹‹‹‹‹‹‹‹‹‹‹‹‹‹‹‹‹‹‹‹‹‹‹‹‹‹‹‹‹‹‹‹‹‹‹‹‹‹‹‹‹‹‹‹‹‹‹‹‹‹‹‹‹‹‹‹‹‹‹‹‹‹‹‹‹‹‹‹‹‹‹‹‹‹‹‹‹‹‹‹‹‹‹‹‹‹‹‹‹‹‹‹‹‹‹‹‹‹‹‹‹‹‹‹‹‹‹‹‹‹‹‹‹‹‹‹‹‹‹‹‹‹‹‹‹‹‹‹‹‹‹ xyxy=(156,130,876,140)
scale-label: Scale xyxy=(122,18,153,32)
h3k27ac-label[interactable]: Layered H3K27Ac xyxy=(55,691,153,705)
conservation-logo-glyph: G xyxy=(905,752,938,769)
multiz-base: G xyxy=(349,818,360,832)
gencode-transcript-label[interactable]: PIP5K1C xyxy=(103,176,153,190)
multiz-base: = xyxy=(464,863,472,877)
multiz-base: = xyxy=(294,863,302,877)
base-letter: C xyxy=(236,49,246,63)
h3k27ac-signal[interactable] xyxy=(156,691,950,720)
snps-label[interactable]: SNPs xyxy=(122,510,153,524)
multiz-base: = xyxy=(577,848,585,862)
base-letter: C xyxy=(803,49,813,63)
multiz-base: A xyxy=(690,818,699,832)
